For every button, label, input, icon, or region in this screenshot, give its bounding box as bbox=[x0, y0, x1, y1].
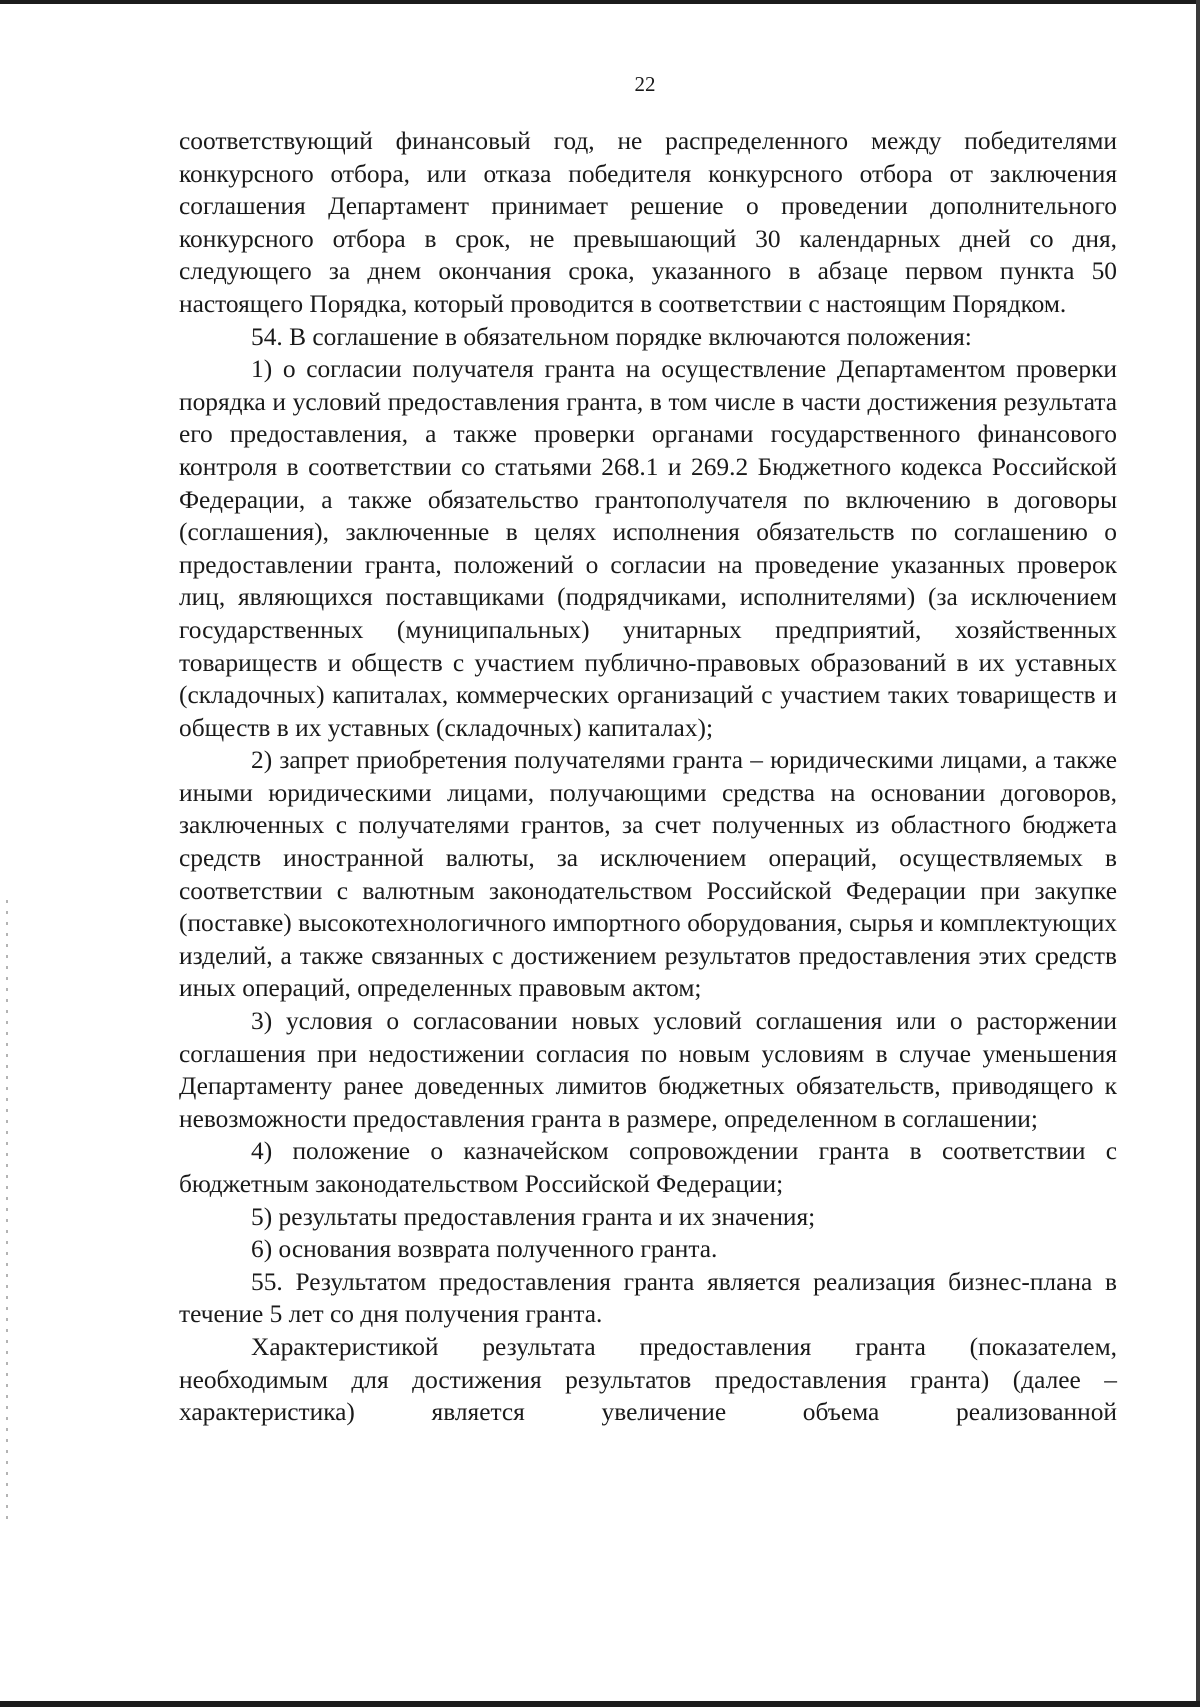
scan-top-border bbox=[0, 0, 1200, 4]
scan-bottom-border bbox=[0, 1701, 1200, 1707]
page-number: 22 bbox=[634, 72, 656, 96]
paragraph-characteristic: Характеристикой результата предоставления гранта (показателем, необходимым для достижения результатов предоставления гранта) (далее – характеристика) является увеличение объема реализованной bbox=[179, 1332, 1117, 1427]
scan-right-border bbox=[1196, 0, 1200, 1707]
paragraph-continuation: соответствующий финансовый год, не распределенного между победителями конкурсного отбора, или отказа победителя конкурсного отбора от заключения соглашения Департамент принимает решение о проведении дополнительного конкурсного отбора в срок, не превышающий 30 календарных дней со дня, следующего за днем окончания срока, указанного в абзаце первом пункта 50 настоящего Порядка, который проводится в соответствии с настоящим Порядком. bbox=[179, 127, 1117, 318]
document-body bbox=[179, 125, 1117, 1429]
paragraph-item-54: 54. В соглашение в обязательном порядке включаются положения: bbox=[251, 322, 972, 351]
paragraph-subitem-4: 4) положение о казначейском сопровождении гранта в соответствии с бюджетным законодательством Российской Федерации; bbox=[179, 1137, 1117, 1198]
paragraph-subitem-3: 3) условия о согласовании новых условий соглашения или о расторжении соглашения при недостижении согласия по новым условиям в случае уменьшения Департаменту ранее доведенных лимитов бюджетных обязательств, приводящего к невозможности предоставления гранта в размере, определенном в соглашении; bbox=[179, 1007, 1117, 1133]
paragraph-subitem-6: 6) основания возврата полученного гранта. bbox=[251, 1235, 718, 1264]
paragraph-subitem-5: 5) результаты предоставления гранта и их значения; bbox=[251, 1202, 816, 1231]
paragraph-item-55: 55. Результатом предоставления гранта является реализация бизнес-плана в течение 5 лет со дня получения гранта. bbox=[179, 1267, 1117, 1329]
scan-edge-artifacts bbox=[6, 900, 8, 1520]
paragraph-subitem-2: 2) запрет приобретения получателями гранта – юридическими лицами, а также иными юридическими лицами, получающими средства на основании договоров, заключенных с получателями грантов, за счет полученных из областного бюджета средств иностранной валюты, за исключением операций, осуществляемых в соответствии с валютным законодательством Российской Федерации при закупке (поставке) высокотехнологичного импортного оборудования, сырья и комплектующих изделий, а также связанных с достижением результатов предоставления этих средств иных операций, определенных правовым актом; bbox=[179, 746, 1117, 1003]
paragraph-subitem-1: 1) о согласии получателя гранта на осуществление Департаментом проверки порядка и условий предоставления гранта, в том числе в части достижения результата его предоставления, а также проверки органами государственного финансового контроля в соответствии со статьями 268.1 и 269.2 Бюджетного кодекса Российской Федерации, а также обязательство грантополучателя по включению в договоры (соглашения), заключенные в целях исполнения обязательств по соглашению о предоставлении гранта, положений о согласии на проведение указанных проверок лиц, являющихся поставщиками (подрядчиками, исполнителями) (за исключением государственных (муниципальных) унитарных предприятий, хозяйственных товариществ и обществ с участием публично-правовых образований в их уставных (складочных) капиталах, коммерческих организаций с участием таких товариществ и обществ в их уставных (складочных) капиталах); bbox=[179, 355, 1117, 742]
